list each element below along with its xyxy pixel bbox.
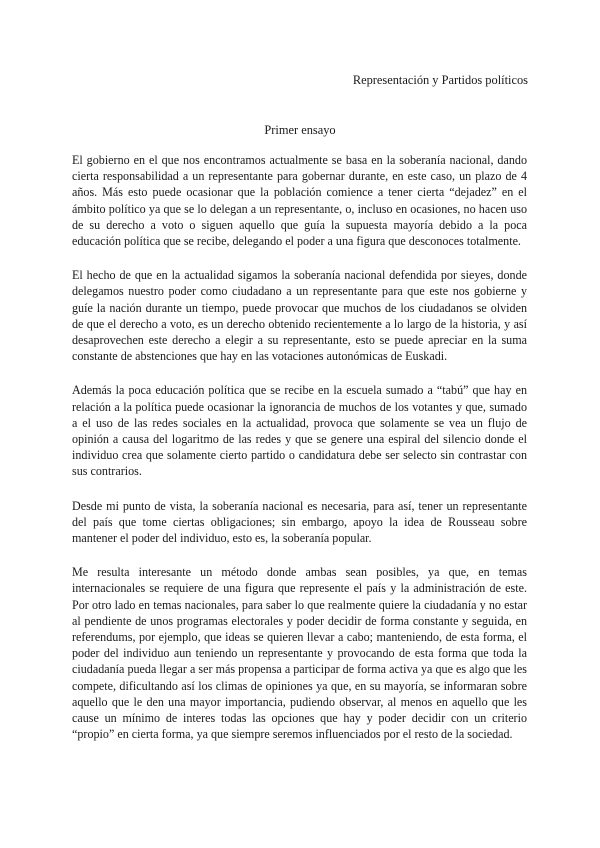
paragraph-4: Desde mi punto de vista, la soberanía nacional es necesaria, para así, tener un representante del país que tome ciertas obligaciones; sin embargo, apoyo la idea de Rousseau sobre mantener el poder del individuo, esto es, la soberanía popular. xyxy=(72,498,527,546)
paragraph-2: El hecho de que en la actualidad sigamos la soberanía nacional defendida por sieyes, donde delegamos nuestro poder como ciudadano a un representante para que este nos gobierne y guíe la nación durante un tiempo, puede provocar que muchos de los ciudadanos se olviden de que el derecho a voto, es un derecho obtenido recientemente a lo largo de la historia, y así desaprovechen este derecho a elegir a su representante, esto se puede apreciar en la suma constante de abstenciones que hay en las votaciones autonómicas de Euskadi. xyxy=(72,268,527,364)
paragraph-1: El gobierno en el que nos encontramos actualmente se basa en la soberanía nacional, dando cierta responsabilidad a un representante para gobernar durante, en este caso, un plazo de 4 años. Más esto puede ocasionar que la población comience a tener cierta “dejadez” en el ámbito político ya que se lo delegan a un representante, o, incluso en ocasiones, no hacen uso de su derecho a voto o siguen aquello que guía la supuesta mayoría debido a la poca educación política que se recibe, delegando el poder a una figura que desconoces totalmente. xyxy=(72,153,527,249)
running-header: Representación y Partidos políticos xyxy=(352,73,528,87)
page-title: Primer ensayo xyxy=(264,123,336,137)
paragraph-5: Me resulta interesante un método donde ambas sean posibles, ya que, en temas internacionales se requiere de una figura que represente el país y la administración de este. Por otro lado en temas nacionales, para saber lo que realmente quiere la ciudadanía y no estar al pendiente de unos programas electorales y poder decidir de forma constante y seguida, en referendums, por ejemplo, que ideas se quieren llevar a cabo; manteniendo, de esta forma, el poder del individuo aun teniendo un representante y provocando de esta forma que toda la ciudadanía pueda llegar a ser más propensa a participar de forma activa ya que es algo que les compete, dificultando así los climas de opiniones ya que, en su mayoría, se informaran sobre aquello que le den una mayor importancia, pudiendo observar, al menos en aquello que les cause un mínimo de interes todas las opciones que hay y poder decidir con un criterio “propio” en cierta forma, ya que siempre seremos influenciados por el resto de la sociedad. xyxy=(72,565,527,742)
essay-body xyxy=(72,152,527,761)
paragraph-3: Además la poca educación política que se recibe en la escuela sumado a “tabú” que hay en relación a la política puede ocasionar la ignorancia de muchos de los votantes y que, sumado a el uso de las redes sociales en la actualidad, provoca que solamente se vea un flujo de opinión a causa del logaritmo de las redes y que se genere una espiral del silencio donde el individuo crea que solamente cierto partido o candidatura debe ser selecto sin contrastar con sus contrarios. xyxy=(72,383,527,479)
